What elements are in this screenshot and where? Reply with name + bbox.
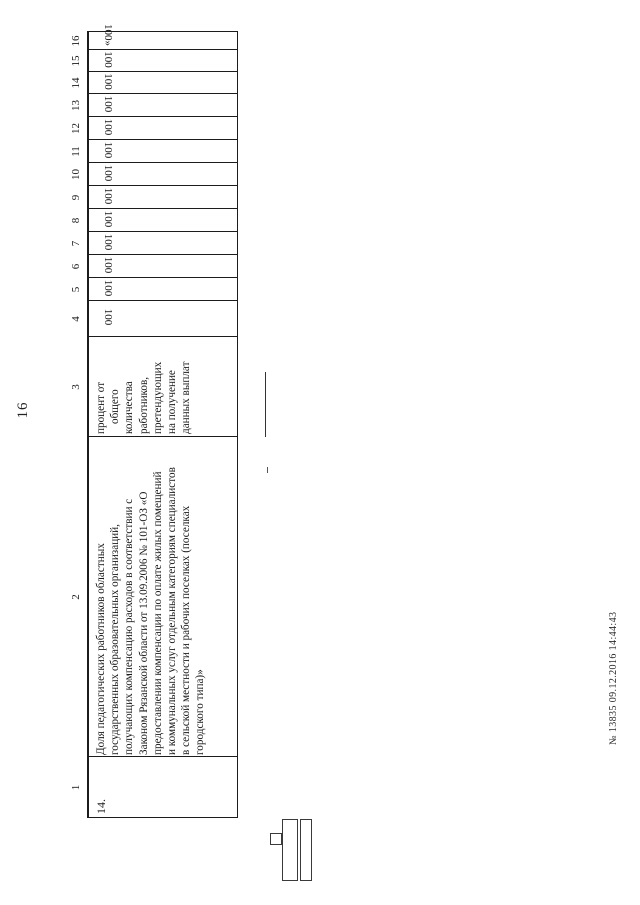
header-cell-16: 16 <box>70 35 82 47</box>
stamp-box <box>300 819 312 881</box>
header-cell-9: 9 <box>70 194 82 201</box>
stamp-box <box>270 833 282 845</box>
value-col-6: 100 <box>102 256 114 274</box>
table-border-bottom <box>237 31 238 818</box>
value-col-10: 100 <box>102 164 114 182</box>
indicator-name-line: Доля педагогических работников областных <box>95 543 107 755</box>
indicator-name-line: государственных образовательных организаций, <box>109 524 122 755</box>
header-cell-15: 15 <box>70 55 82 67</box>
header-cell-1: 1 <box>70 784 82 791</box>
value-col-4: 100 <box>102 308 114 326</box>
header-cell-2: 2 <box>70 594 82 600</box>
value-col-13: 100 <box>102 95 114 113</box>
unit-line: процент от <box>95 381 107 434</box>
unit-line: данных выплат <box>180 361 193 434</box>
value-col-9: 100 <box>102 187 114 205</box>
indicator-name <box>94 435 234 755</box>
stamp <box>256 821 316 881</box>
header-cell-11: 11 <box>70 146 82 157</box>
header-cell-4: 4 <box>70 316 82 322</box>
value-col-15: 100 <box>102 51 114 68</box>
indicator-name-line: и коммунальных услуг отдельным категориям специалистов <box>166 467 179 755</box>
stamp-box <box>282 819 298 881</box>
registration-stamp-text: № 13835 09.12.2016 14:44:43 <box>608 611 619 745</box>
header-cell-7: 7 <box>70 240 82 247</box>
value-col-8: 100 <box>102 210 114 228</box>
indicator-name-line: Законом Рязанской области от 13.09.2006 № 101-ОЗ «О <box>137 491 150 755</box>
header-cell-12: 12 <box>70 123 82 134</box>
header-cell-10: 10 <box>70 169 82 180</box>
value-col-7: 100 <box>102 233 114 251</box>
unit-line: на получение <box>166 370 179 434</box>
scan-mark <box>265 372 266 437</box>
unit-line: количества <box>123 381 136 434</box>
value-col-11: 100 <box>102 141 114 159</box>
header-cell-14: 14 <box>70 77 82 89</box>
header-cell-13: 13 <box>70 100 82 111</box>
value-col-12: 100 <box>102 118 114 136</box>
header-cell-6: 6 <box>70 263 82 270</box>
scan-mark <box>267 467 268 473</box>
table-row-14 <box>88 24 237 818</box>
value-col-5: 100 <box>102 279 114 297</box>
indicator-name-line: предоставлении компенсации по оплате жилых помещений <box>151 471 164 755</box>
value-col-16: 100» <box>102 24 114 46</box>
unit-of-measure <box>94 336 234 434</box>
row-number: 14. <box>94 799 108 814</box>
unit-line: претендующих <box>151 361 164 434</box>
indicator-name-line: получающих компенсацию расходов в соответствии с <box>123 498 136 755</box>
page-number: 16 <box>15 401 31 419</box>
header-cell-8: 8 <box>70 217 82 224</box>
unit-line: общего <box>109 389 122 424</box>
table-header-row <box>63 31 89 818</box>
header-cell-3: 3 <box>70 384 82 390</box>
indicator-name-line: в сельской местности и рабочих поселках (поселках <box>180 505 193 755</box>
header-cell-5: 5 <box>70 286 82 293</box>
indicator-name-line: городского типа)» <box>194 669 207 755</box>
value-col-14: 100 <box>102 73 114 90</box>
unit-line: работников, <box>137 376 150 434</box>
